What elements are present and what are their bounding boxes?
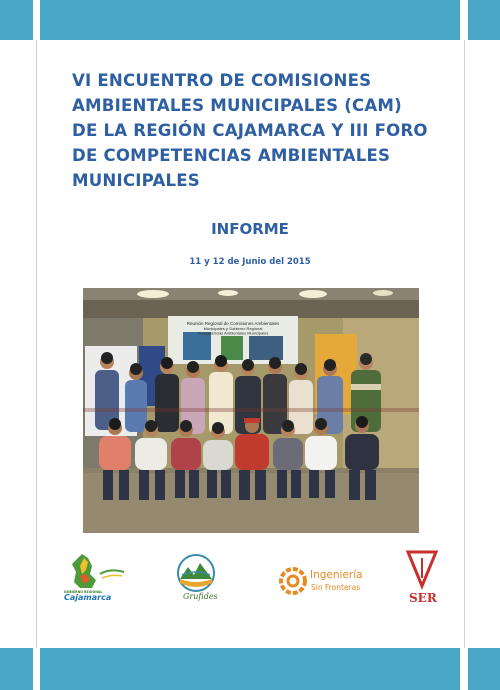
bottom-right-frame-block: [468, 648, 500, 690]
report-date: 11 y 12 de Junio del 2015: [189, 257, 311, 267]
banner-text-2: Municipales y Gobierno Regional: [203, 326, 263, 331]
grufides-label: Grufides: [183, 592, 218, 601]
top-frame-bar: [40, 0, 460, 40]
isf-name-line1: Ingeniería: [310, 569, 363, 581]
gobierno-regional-emblem-icon: [62, 552, 132, 592]
bottom-left-frame-block: [0, 648, 33, 690]
gobierno-regional-cajamarca-logo: [62, 552, 132, 602]
top-right-frame-block: [468, 0, 500, 40]
cajamarca-label: Cajamarca: [64, 593, 112, 602]
right-page-rule: [464, 40, 465, 648]
ser-label: SER: [409, 591, 437, 605]
gobierno-regional-label: GOBIERNO REGIONAL: [64, 590, 103, 594]
banner-text-3: Competencias Ambientales Municipales: [197, 330, 269, 336]
ser-logo: [404, 548, 440, 610]
grufides-emblem-icon: [176, 553, 216, 593]
top-left-frame-block: [0, 0, 33, 40]
left-page-rule: [36, 40, 37, 648]
ser-triangle-icon: [404, 548, 440, 590]
group-photo: [83, 288, 419, 533]
isf-name-line2: Sin Fronteras: [311, 583, 361, 592]
bottom-frame-bar: [40, 648, 460, 690]
isf-gear-icon: [278, 566, 308, 596]
document-title: VI ENCUENTRO DE COMISIONES AMBIENTALES MUNICIPALES (CAM) DE LA REGIÓN CAJAMARCA Y III FORO DE COMPETENCIAS AMBIENTALES MUNICIPALES: [72, 71, 428, 190]
banner-text-1: Reunión Regional de Comisiones Ambientales: [186, 321, 280, 326]
ingenieria-sin-fronteras-logo: [278, 566, 374, 596]
report-label: INFORME: [211, 220, 289, 238]
grufides-logo: [176, 553, 226, 605]
